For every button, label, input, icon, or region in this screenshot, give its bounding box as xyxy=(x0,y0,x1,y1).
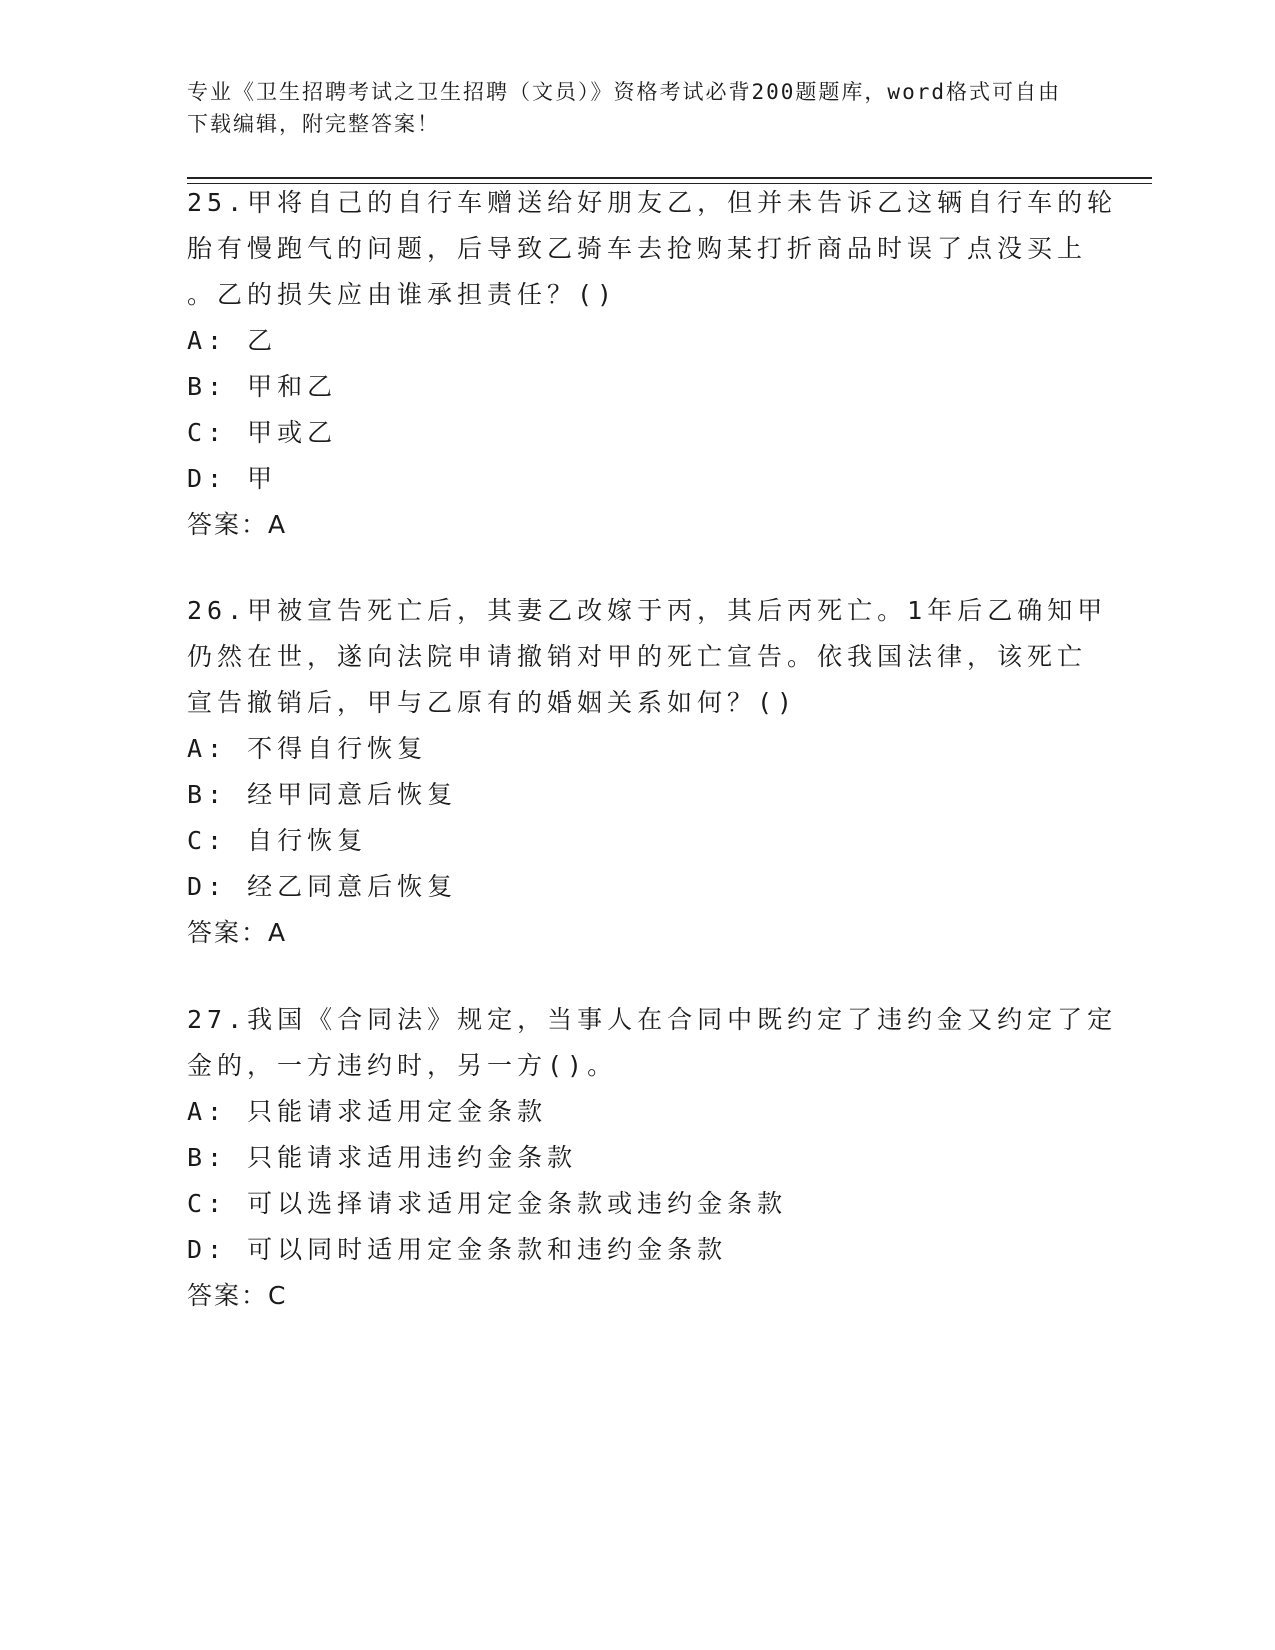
document-header: 专业《卫生招聘考试之卫生招聘（文员）》资格考试必背200题题库，word格式可自由下载编辑，附完整答案！ xyxy=(187,80,1061,136)
question-text-line: 27.我国《合同法》规定，当事人在合同中既约定了违约金又约定了定 xyxy=(187,1005,1118,1034)
question-text-line: 金的，一方违约时，另一方()。 xyxy=(187,1051,618,1080)
answer-label: 答案：A xyxy=(187,918,288,947)
option-d: D: 经乙同意后恢复 xyxy=(187,872,458,901)
option-c: C: 可以选择请求适用定金条款或违约金条款 xyxy=(187,1189,788,1218)
option-b: B: 经甲同意后恢复 xyxy=(187,780,458,809)
question-26 xyxy=(187,588,1108,956)
option-c: C: 自行恢复 xyxy=(187,826,368,855)
option-a: A: 不得自行恢复 xyxy=(187,734,428,763)
option-a: A: 乙 xyxy=(187,326,278,355)
question-text-line: 25.甲将自己的自行车赠送给好朋友乙，但并未告诉乙这辆自行车的轮 xyxy=(187,188,1118,217)
answer-label: 答案：A xyxy=(187,510,288,539)
question-27 xyxy=(187,997,1118,1319)
question-text-line: 宣告撤销后，甲与乙原有的婚姻关系如何？() xyxy=(187,688,798,717)
question-25 xyxy=(187,180,1118,548)
question-text-line: 胎有慢跑气的问题，后导致乙骑车去抢购某打折商品时误了点没买上 xyxy=(187,234,1088,263)
option-d: D: 可以同时适用定金条款和违约金条款 xyxy=(187,1235,728,1264)
answer-label: 答案：C xyxy=(187,1281,288,1310)
question-text-line: 。乙的损失应由谁承担责任？() xyxy=(187,280,618,309)
option-b: B: 只能请求适用违约金条款 xyxy=(187,1143,578,1172)
option-d: D: 甲 xyxy=(187,464,278,493)
header-rule-thick xyxy=(187,177,1152,179)
option-b: B: 甲和乙 xyxy=(187,372,338,401)
option-a: A: 只能请求适用定金条款 xyxy=(187,1097,548,1126)
question-text-line: 26.甲被宣告死亡后，其妻乙改嫁于丙，其后丙死亡。1年后乙确知甲 xyxy=(187,596,1108,625)
option-c: C: 甲或乙 xyxy=(187,418,338,447)
question-text-line: 仍然在世，遂向法院申请撤销对甲的死亡宣告。依我国法律，该死亡 xyxy=(187,642,1088,671)
